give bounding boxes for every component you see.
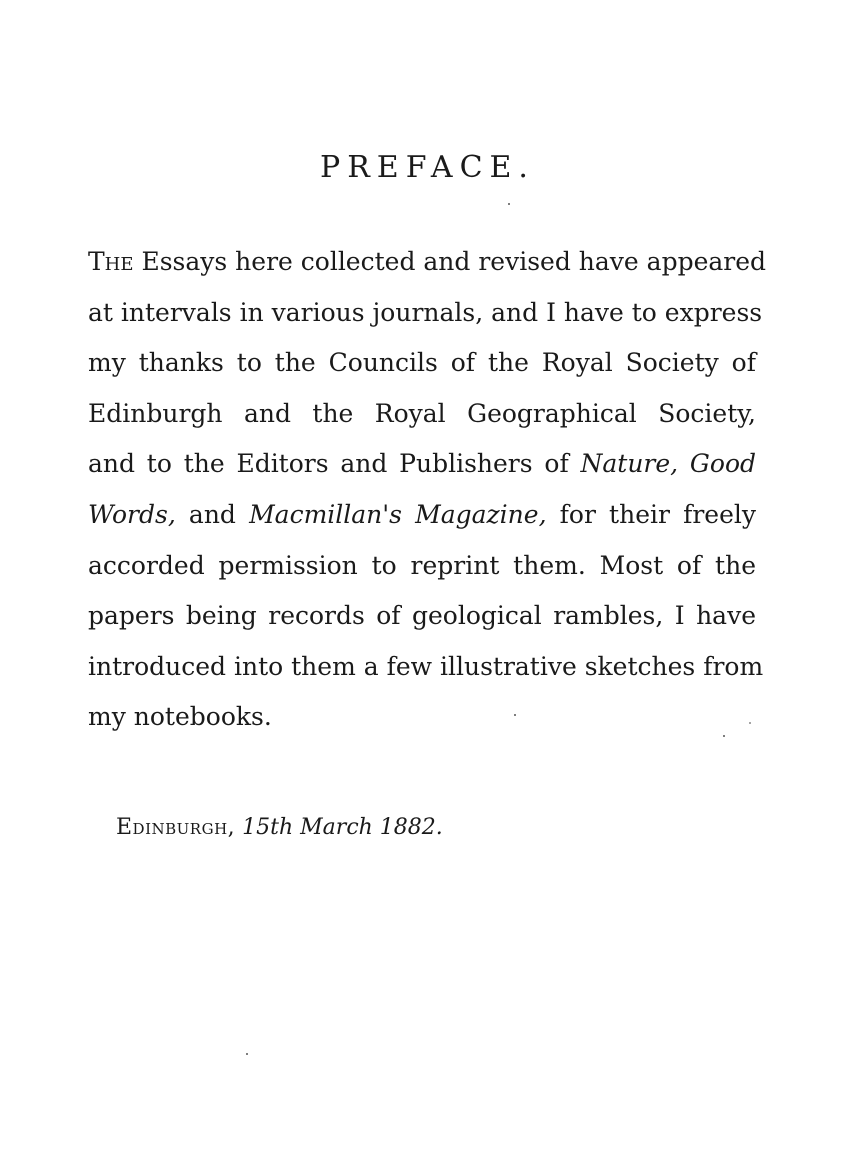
paragraph-line xyxy=(88,439,756,490)
paragraph-line: at intervals in various journals, and I have to express xyxy=(88,297,763,327)
italic-title: Words, xyxy=(88,499,176,529)
line-text: and to the Editors and Publishers of xyxy=(88,449,581,479)
paragraph-line: accorded permission to reprint them. Most of the xyxy=(88,550,756,580)
signature-date: 15th March 1882. xyxy=(242,815,443,840)
paragraph-line: my notebooks. xyxy=(88,702,272,732)
line-text: for their freely xyxy=(546,499,756,529)
paragraph-line: my thanks to the Councils of the Royal Society of xyxy=(88,348,756,378)
paragraph-line: papers being records of geological rambles, I have xyxy=(88,601,756,631)
line-text: and xyxy=(175,499,250,529)
paragraph-line xyxy=(88,490,756,541)
signature-place: Edinburgh, xyxy=(116,815,236,840)
line-text: Essays here collected and revised have appeared xyxy=(133,247,767,276)
print-speck xyxy=(514,714,516,716)
paragraph-line: Edinburgh and the Royal Geographical Society, xyxy=(88,398,756,428)
preface-paragraph xyxy=(88,237,767,743)
print-speck xyxy=(723,735,725,737)
print-speck xyxy=(749,722,751,724)
lead-word: The xyxy=(88,247,134,276)
paragraph-line xyxy=(88,237,767,288)
signature-line xyxy=(116,815,443,840)
print-speck xyxy=(246,1053,248,1055)
paragraph-line: introduced into them a few illustrative sketches from xyxy=(88,651,764,681)
print-speck xyxy=(508,203,510,205)
page-title: PREFACE. xyxy=(320,150,535,185)
italic-title: Macmillan's Magazine, xyxy=(249,499,547,529)
italic-title: Nature, Good xyxy=(580,449,756,479)
